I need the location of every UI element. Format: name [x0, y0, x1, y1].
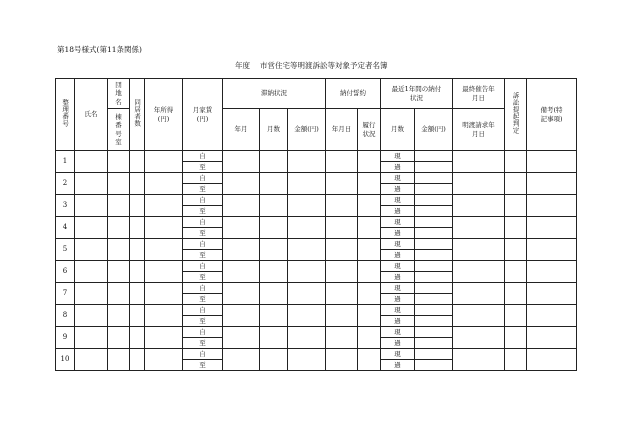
cell-nengappi: [326, 327, 358, 349]
cell-yachin-from: 自: [183, 349, 223, 360]
cell-tsukisu2-current: 現: [381, 327, 415, 338]
header-danchi-mei: 団地名: [108, 79, 130, 109]
cell-kingaku2-past: [415, 272, 453, 283]
header-tainou-jokyo: 滞納状況: [223, 79, 326, 109]
cell-hantei: [505, 217, 527, 239]
table-row: [56, 305, 577, 316]
cell-danchi: [108, 261, 130, 283]
cell-kingaku: [288, 305, 326, 327]
cell-nengetsu: [223, 305, 260, 327]
cell-tsukisu2-current: 現: [381, 261, 415, 272]
cell-bikou: [527, 305, 577, 327]
cell-hantei: [505, 173, 527, 195]
cell-bikou: [527, 283, 577, 305]
row-number: 5: [56, 239, 75, 261]
cell-dokyosha: [130, 173, 145, 195]
cell-tsukisu2-current: 現: [381, 217, 415, 228]
cell-tsukisu: [260, 173, 288, 195]
cell-dokyosha: [130, 217, 145, 239]
cell-yachin-to: 至: [183, 206, 223, 217]
cell-nengetsu: [223, 327, 260, 349]
cell-rikou: [358, 195, 381, 217]
cell-dokyosha: [130, 239, 145, 261]
cell-kingaku2-current: [415, 217, 453, 228]
cell-kingaku2-past: [415, 206, 453, 217]
cell-yachin-from: 自: [183, 173, 223, 184]
cell-shotoku: [145, 239, 183, 261]
cell-kingaku: [288, 261, 326, 283]
cell-kingaku2-past: [415, 338, 453, 349]
cell-tsukisu2-current: 現: [381, 305, 415, 316]
cell-shotoku: [145, 349, 183, 371]
cell-tsukisu: [260, 327, 288, 349]
cell-dokyosha: [130, 349, 145, 371]
cell-kingaku2-past: [415, 294, 453, 305]
cell-dokyosha: [130, 261, 145, 283]
cell-shimei: [75, 283, 108, 305]
cell-saikoku: [453, 261, 505, 283]
cell-yachin-to: 至: [183, 250, 223, 261]
cell-shimei: [75, 349, 108, 371]
cell-saikoku: [453, 305, 505, 327]
cell-shotoku: [145, 327, 183, 349]
cell-danchi: [108, 349, 130, 371]
header-sub-rikou-jokyo: 履行状況: [358, 109, 381, 151]
cell-yachin-from: 自: [183, 283, 223, 294]
cell-bikou: [527, 217, 577, 239]
cell-kingaku: [288, 239, 326, 261]
cell-shotoku: [145, 217, 183, 239]
cell-yachin-to: 至: [183, 360, 223, 371]
cell-yachin-from: 自: [183, 151, 223, 162]
title-text: 市営住宅等明渡訴訟等対象予定者名簿: [260, 61, 388, 70]
cell-kingaku2-current: [415, 261, 453, 272]
cell-bikou: [527, 173, 577, 195]
cell-nengappi: [326, 151, 358, 173]
cell-bikou: [527, 151, 577, 173]
cell-hantei: [505, 261, 527, 283]
cell-kingaku2-current: [415, 239, 453, 250]
cell-yachin-from: 自: [183, 217, 223, 228]
cell-kingaku2-current: [415, 327, 453, 338]
cell-yachin-to: 至: [183, 272, 223, 283]
cell-shimei: [75, 173, 108, 195]
cell-tsukisu: [260, 195, 288, 217]
cell-yachin-from: 自: [183, 305, 223, 316]
cell-dokyosha: [130, 305, 145, 327]
cell-hantei: [505, 305, 527, 327]
fiscal-year-label: 年度: [235, 61, 250, 70]
cell-yachin-to: 至: [183, 316, 223, 327]
header-nenpu-seiyaku: 納付誓約: [326, 79, 381, 109]
cell-kingaku: [288, 283, 326, 305]
cell-yachin-to: 至: [183, 294, 223, 305]
cell-tsukisu2-past: 過: [381, 316, 415, 327]
cell-saikoku: [453, 349, 505, 371]
cell-saikoku: [453, 283, 505, 305]
cell-yachin-to: 至: [183, 162, 223, 173]
cell-yachin-from: 自: [183, 239, 223, 250]
cell-tsukisu2-past: 過: [381, 250, 415, 261]
cell-yachin-to: 至: [183, 228, 223, 239]
cell-danchi: [108, 327, 130, 349]
cell-nengappi: [326, 305, 358, 327]
cell-tsukisu2-current: 現: [381, 283, 415, 294]
header-saikin-nofu: 最近1年間の納付状況: [381, 79, 453, 109]
cell-kingaku2-past: [415, 184, 453, 195]
cell-rikou: [358, 217, 381, 239]
cell-tsukisu2-past: 過: [381, 162, 415, 173]
cell-rikou: [358, 239, 381, 261]
cell-danchi: [108, 151, 130, 173]
cell-kingaku2-current: [415, 305, 453, 316]
cell-kingaku: [288, 217, 326, 239]
table-row: [56, 349, 577, 360]
cell-shimei: [75, 305, 108, 327]
row-number: 3: [56, 195, 75, 217]
header-sub-nengetsu: 年月: [223, 109, 260, 151]
header-tou-bango-shitsu: 棟番号室: [108, 109, 130, 151]
cell-nengetsu: [223, 173, 260, 195]
row-number: 8: [56, 305, 75, 327]
form-number: 第18号様式(第11条関係): [57, 45, 142, 54]
cell-tsukisu: [260, 305, 288, 327]
cell-saikoku: [453, 173, 505, 195]
cell-danchi: [108, 173, 130, 195]
cell-tsukisu2-current: 現: [381, 195, 415, 206]
cell-shimei: [75, 327, 108, 349]
header-shimei: 氏名: [75, 79, 108, 151]
cell-bikou: [527, 195, 577, 217]
cell-rikou: [358, 349, 381, 371]
row-number: 1: [56, 151, 75, 173]
cell-hantei: [505, 283, 527, 305]
table-row: [56, 195, 577, 206]
cell-danchi: [108, 217, 130, 239]
header-sub-kingaku2: 金額(円): [415, 109, 453, 151]
header-saishu-saikoku: 最終催告年月日: [453, 79, 505, 109]
cell-kingaku2-current: [415, 173, 453, 184]
ledger-table: [55, 78, 577, 371]
cell-kingaku2-current: [415, 195, 453, 206]
header-dokyosha-su: 同居者数: [130, 79, 145, 151]
cell-hantei: [505, 195, 527, 217]
cell-rikou: [358, 283, 381, 305]
cell-nengappi: [326, 261, 358, 283]
cell-tsukisu2-current: 現: [381, 349, 415, 360]
cell-kingaku2-past: [415, 316, 453, 327]
cell-dokyosha: [130, 195, 145, 217]
cell-kingaku: [288, 195, 326, 217]
cell-saikoku: [453, 217, 505, 239]
cell-shotoku: [145, 261, 183, 283]
cell-hantei: [505, 349, 527, 371]
cell-kingaku: [288, 151, 326, 173]
cell-rikou: [358, 305, 381, 327]
cell-tsukisu2-current: 現: [381, 151, 415, 162]
table-row: [56, 283, 577, 294]
header-sub-kingaku: 金額(円): [288, 109, 326, 151]
cell-tsukisu: [260, 151, 288, 173]
header-sub-tsukisu2: 月数: [381, 109, 415, 151]
row-number: 10: [56, 349, 75, 371]
cell-yachin-to: 至: [183, 338, 223, 349]
cell-shimei: [75, 261, 108, 283]
cell-bikou: [527, 327, 577, 349]
cell-shimei: [75, 239, 108, 261]
cell-nengetsu: [223, 151, 260, 173]
cell-rikou: [358, 173, 381, 195]
cell-shimei: [75, 151, 108, 173]
cell-saikoku: [453, 239, 505, 261]
cell-dokyosha: [130, 151, 145, 173]
row-number: 4: [56, 217, 75, 239]
cell-yachin-from: 自: [183, 327, 223, 338]
header-yachin: 月家賃(円): [183, 79, 223, 151]
cell-dokyosha: [130, 283, 145, 305]
cell-nengetsu: [223, 261, 260, 283]
cell-nengappi: [326, 283, 358, 305]
cell-tsukisu2-past: 過: [381, 206, 415, 217]
cell-hantei: [505, 327, 527, 349]
cell-shimei: [75, 217, 108, 239]
cell-bikou: [527, 261, 577, 283]
cell-kingaku: [288, 349, 326, 371]
table-row: [56, 151, 577, 162]
cell-nengetsu: [223, 283, 260, 305]
cell-dokyosha: [130, 327, 145, 349]
header-sosho-teiki-hantei: 訴訟提起判定: [505, 79, 527, 151]
cell-kingaku2-past: [415, 250, 453, 261]
cell-tsukisu: [260, 261, 288, 283]
table-row: [56, 173, 577, 184]
cell-shotoku: [145, 195, 183, 217]
row-number: 2: [56, 173, 75, 195]
cell-shotoku: [145, 151, 183, 173]
cell-danchi: [108, 283, 130, 305]
cell-saikoku: [453, 151, 505, 173]
table-row: [56, 261, 577, 272]
cell-danchi: [108, 239, 130, 261]
cell-saikoku: [453, 327, 505, 349]
cell-tsukisu2-past: 過: [381, 338, 415, 349]
cell-kingaku2-current: [415, 283, 453, 294]
cell-tsukisu2-past: 過: [381, 184, 415, 195]
header-nen-shotoku: 年所得(円): [145, 79, 183, 151]
cell-nengappi: [326, 217, 358, 239]
cell-danchi: [108, 305, 130, 327]
table-row: [56, 217, 577, 228]
cell-tsukisu2-current: 現: [381, 239, 415, 250]
cell-tsukisu2-current: 現: [381, 173, 415, 184]
row-number: 7: [56, 283, 75, 305]
document-title: [235, 60, 398, 71]
cell-yachin-from: 自: [183, 261, 223, 272]
cell-shimei: [75, 195, 108, 217]
cell-kingaku2-current: [415, 151, 453, 162]
cell-nengappi: [326, 173, 358, 195]
cell-nengetsu: [223, 195, 260, 217]
cell-shotoku: [145, 305, 183, 327]
cell-nengetsu: [223, 349, 260, 371]
cell-nengetsu: [223, 239, 260, 261]
header-akewatashi-seikyu: 明渡請求年月日: [453, 109, 505, 151]
cell-rikou: [358, 327, 381, 349]
cell-saikoku: [453, 195, 505, 217]
cell-bikou: [527, 349, 577, 371]
row-number: 6: [56, 261, 75, 283]
header-sub-tsukisu: 月数: [260, 109, 288, 151]
cell-rikou: [358, 261, 381, 283]
cell-shotoku: [145, 283, 183, 305]
cell-yachin-from: 自: [183, 195, 223, 206]
cell-tsukisu2-past: 過: [381, 360, 415, 371]
cell-yachin-to: 至: [183, 184, 223, 195]
table-row: [56, 239, 577, 250]
cell-bikou: [527, 239, 577, 261]
header-bikou: 備考(特記事項): [527, 79, 577, 151]
row-number: 9: [56, 327, 75, 349]
table-row: [56, 327, 577, 338]
header-sub-nengappi: 年月日: [326, 109, 358, 151]
cell-nengappi: [326, 349, 358, 371]
cell-tsukisu: [260, 239, 288, 261]
cell-nengappi: [326, 239, 358, 261]
cell-tsukisu2-past: 過: [381, 228, 415, 239]
cell-hantei: [505, 151, 527, 173]
cell-kingaku: [288, 327, 326, 349]
cell-tsukisu: [260, 283, 288, 305]
cell-kingaku: [288, 173, 326, 195]
cell-rikou: [358, 151, 381, 173]
cell-hantei: [505, 239, 527, 261]
cell-danchi: [108, 195, 130, 217]
cell-nengetsu: [223, 217, 260, 239]
cell-tsukisu2-past: 過: [381, 294, 415, 305]
cell-kingaku2-current: [415, 349, 453, 360]
header-seiri-bango: 整理番号: [56, 79, 75, 151]
cell-nengappi: [326, 195, 358, 217]
cell-tsukisu: [260, 349, 288, 371]
cell-shotoku: [145, 173, 183, 195]
cell-kingaku2-past: [415, 228, 453, 239]
cell-tsukisu2-past: 過: [381, 272, 415, 283]
cell-kingaku2-past: [415, 360, 453, 371]
cell-tsukisu: [260, 217, 288, 239]
cell-kingaku2-past: [415, 162, 453, 173]
